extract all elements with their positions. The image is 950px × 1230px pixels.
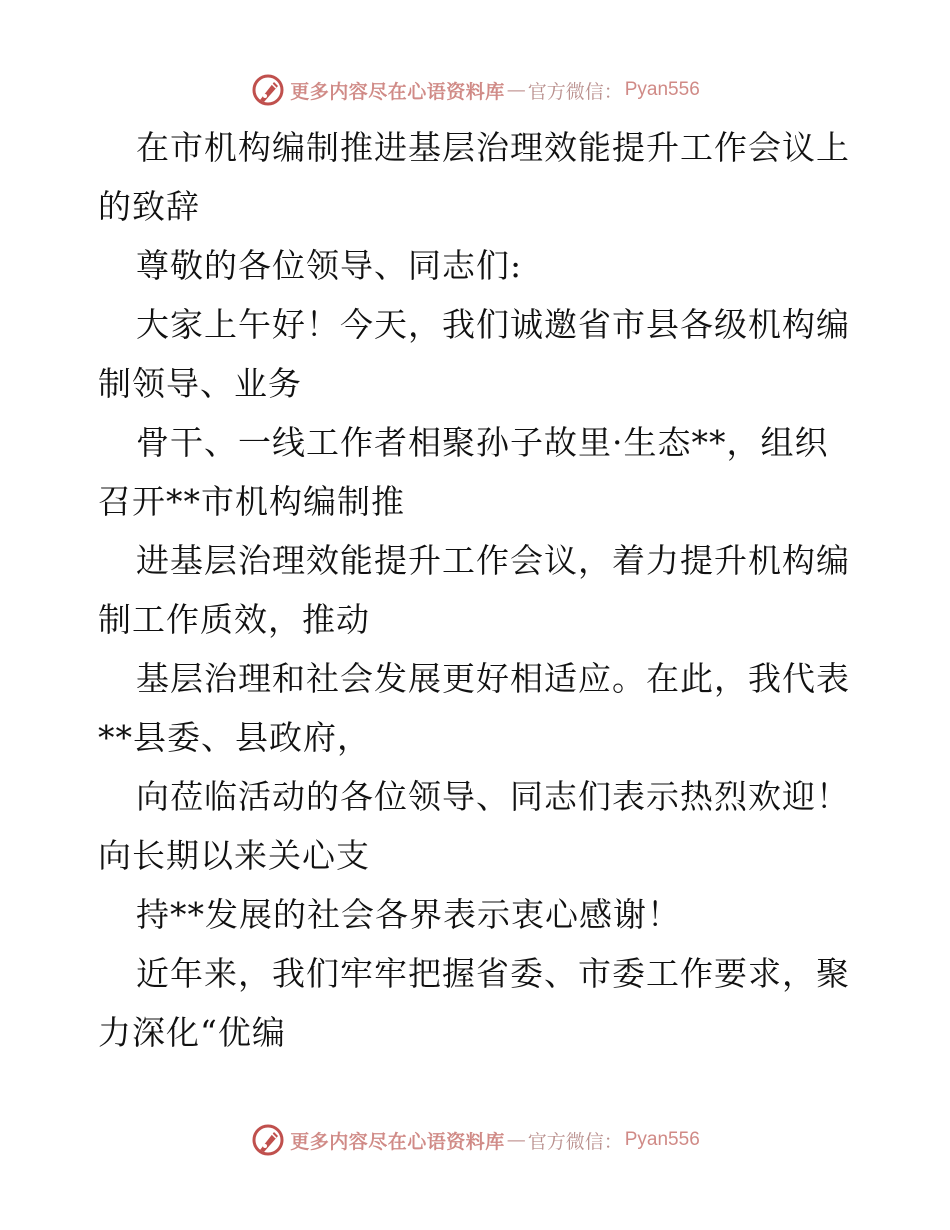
salutation: 尊敬的各位领导、同志们:: [136, 246, 523, 285]
footer-watermark: [0, 1120, 950, 1160]
header-watermark: [0, 70, 950, 110]
watermark-main-text: 更多内容尽在心语资料库: [290, 1130, 505, 1153]
document-title: 在市机构编制推进基层治理效能提升工作会议上的致辞: [98, 128, 850, 226]
watermark-account: Pyan556: [624, 79, 700, 100]
watermark-account: Pyan556: [624, 1129, 700, 1150]
watermark-sub-text: 官方微信：: [527, 1130, 623, 1153]
watermark-separator: —: [506, 1129, 526, 1151]
document-body: [98, 118, 858, 1062]
watermark-separator: —: [506, 79, 526, 101]
paragraph: 大家上午好！今天，我们诚邀省市县各级机构编制领导、业务: [98, 305, 850, 403]
watermark-main-text: 更多内容尽在心语资料库: [290, 80, 505, 103]
watermark-sub-text: 官方微信：: [527, 80, 623, 103]
paragraph: 近年来，我们牢牢把握省委、市委工作要求，聚力深化“优编: [98, 954, 850, 1052]
paragraph: 向莅临活动的各位领导、同志们表示热烈欢迎！向长期以来关心支: [98, 777, 850, 875]
pen-nib-logo-icon: [250, 1122, 286, 1158]
paragraph: 基层治理和社会发展更好相适应。在此，我代表**县委、县政府，: [98, 659, 850, 757]
pen-nib-logo-icon: [250, 72, 286, 108]
paragraph: 骨干、一线工作者相聚孙子故里·生态**，组织召开**市机构编制推: [98, 423, 829, 521]
paragraph: 进基层治理效能提升工作会议，着力提升机构编制工作质效，推动: [98, 541, 850, 639]
paragraph: 持**发展的社会各界表示衷心感谢！: [136, 895, 681, 934]
